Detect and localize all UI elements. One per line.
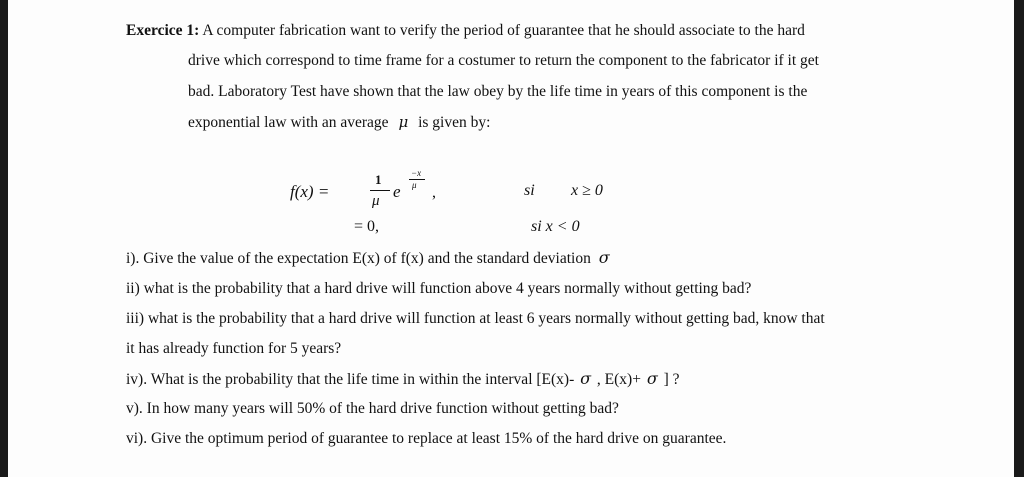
question-1 (126, 248, 610, 269)
exponent-numerator: −x (411, 168, 422, 178)
condition-2: si x < 0 (531, 218, 580, 235)
condition-1: x ≥ 0 (571, 182, 603, 199)
question-3-line-2: it has already function for 5 years? (126, 340, 342, 357)
question-4-text-c: ] ? (663, 371, 680, 388)
question-4-text-b: , E(x)+ (596, 371, 641, 388)
sigma-symbol: σ (598, 248, 610, 267)
fraction-denominator: μ (372, 193, 380, 209)
formula-comma: , (432, 184, 436, 201)
intro-line-1 (126, 21, 805, 41)
intro-line-2: drive which correspond to time frame for a costumer to return the component to the fabricator if it get (188, 52, 819, 69)
sigma-symbol: σ (646, 369, 658, 388)
exp-base: e (393, 182, 401, 201)
intro-text-1: A computer fabrication want to verify the period of guarantee that he should associate to the hard (202, 22, 805, 39)
question-6: vi). Give the optimum period of guarantee to replace at least 15% of the hard drive on guarantee. (126, 430, 727, 447)
question-3-line-1: iii) what is the probability that a hard drive will function at least 6 years normally without getting bad, know that (126, 310, 825, 327)
intro-text-4b: is given by: (418, 114, 491, 131)
formula-line-2: = 0, (354, 218, 380, 235)
sigma-symbol: σ (580, 369, 592, 388)
fraction-numerator: 1 (375, 172, 382, 187)
exercise-heading: Exercice 1: (126, 22, 200, 39)
mu-symbol: μ (398, 113, 409, 131)
condition-1-si: si (524, 182, 535, 199)
question-1-text: i). Give the value of the expectation E(x) of f(x) and the standard deviation (126, 250, 591, 267)
exponent-denominator: μ (412, 180, 417, 190)
fraction-bar (370, 190, 390, 191)
intro-line-4 (188, 112, 490, 133)
question-5: v). In how many years will 50% of the hard drive function without getting bad? (126, 400, 619, 417)
question-4-text-a: iv). What is the probability that the life time in within the interval [E(x)- (126, 371, 575, 388)
question-2: ii) what is the probability that a hard drive will function above 4 years normally without getting bad? (126, 280, 752, 297)
formula-lhs: f(x) = (290, 182, 330, 201)
intro-line-3: bad. Laboratory Test have shown that the law obey by the life time in years of this component is the (188, 83, 808, 100)
document-page (8, 0, 1014, 477)
intro-text-4a: exponential law with an average (188, 114, 389, 131)
question-4 (126, 369, 680, 390)
